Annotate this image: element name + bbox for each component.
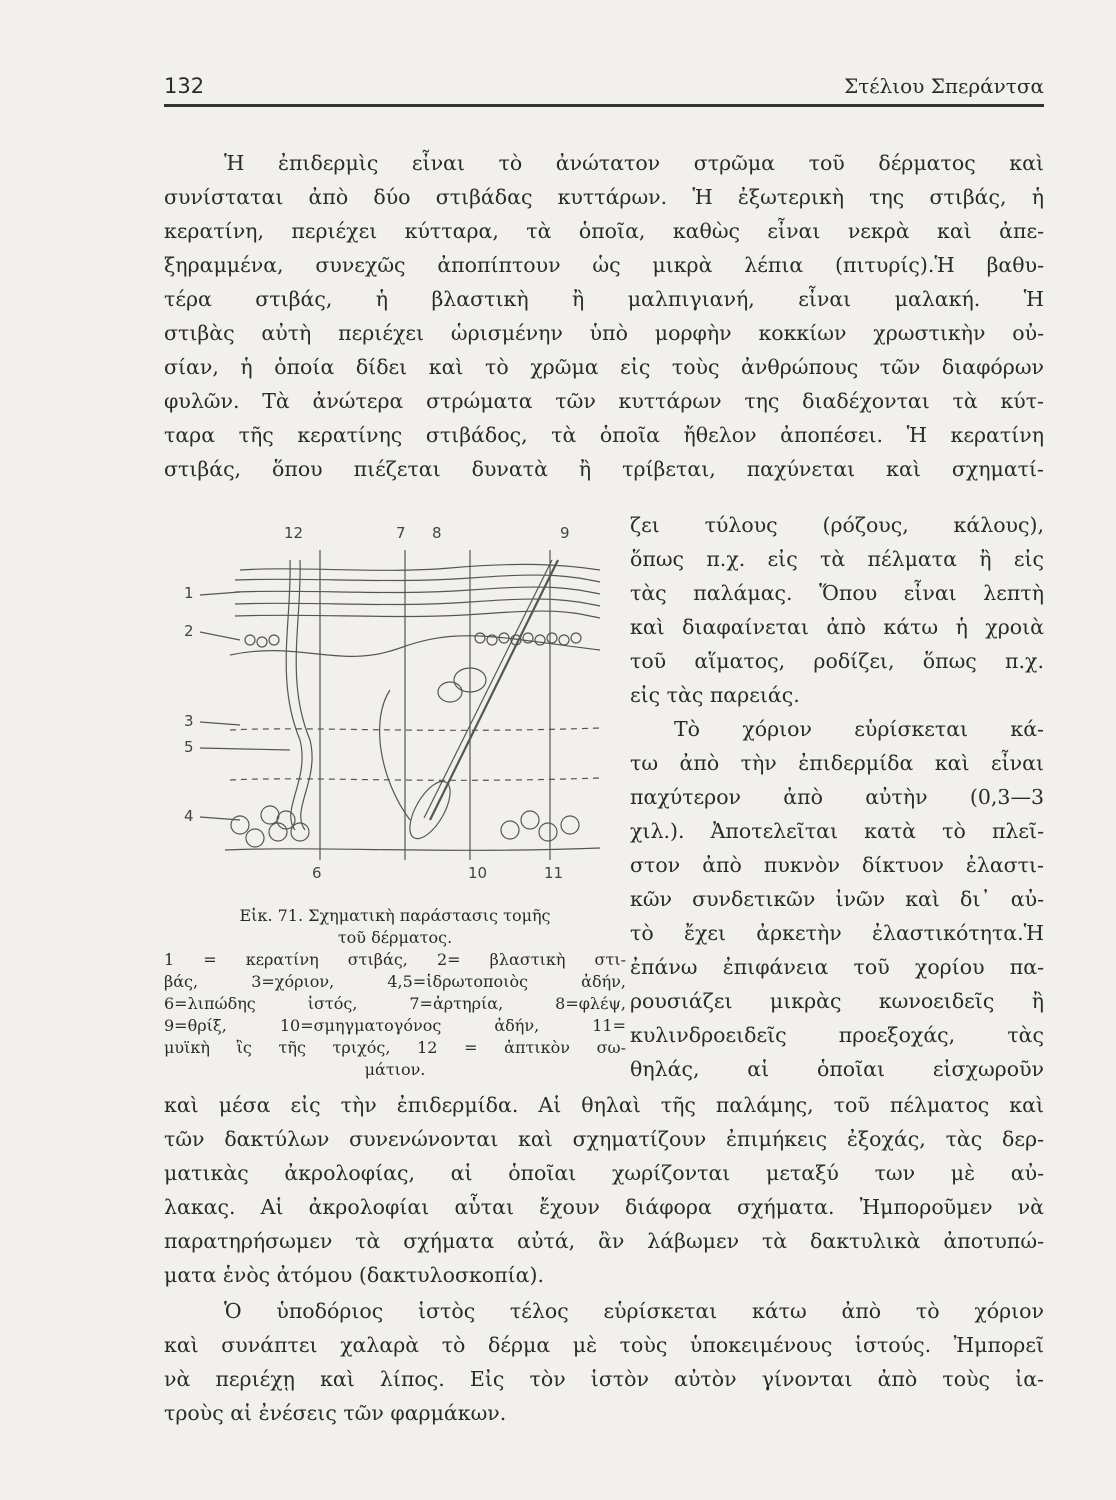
text-line: ὅπως π.χ. εἰς τὰ πέλματα ἢ εἰς bbox=[630, 547, 1044, 571]
text-line: ἐπάνω ἐπιφάνεια τοῦ χορίου πα- bbox=[630, 955, 1044, 979]
caption-legend-line: 6=λιπώδης ἱστός, 7=ἀρτηρία, 8=φλέψ, bbox=[164, 994, 626, 1013]
text-line: κυλινδροειδεῖς προεξοχάς, τὰς bbox=[630, 1023, 1044, 1047]
figure-caption bbox=[164, 905, 626, 1081]
caption-legend-line: βάς, 3=χόριον, 4,5=ἱδρωτοποιὸς ἀδήν, bbox=[164, 972, 626, 991]
figure-label: 3 bbox=[184, 712, 194, 730]
figure-label: 5 bbox=[184, 738, 194, 756]
text-line: θηλάς, αἱ ὁποῖαι εἰσχωροῦν bbox=[630, 1057, 1044, 1081]
figure-label: 2 bbox=[184, 622, 194, 640]
text-line: τροὺς αἱ ἐνέσεις τῶν φαρμάκων. bbox=[164, 1401, 507, 1425]
figure-label: 6 bbox=[312, 864, 322, 882]
header-rule bbox=[164, 104, 1044, 107]
figure-label: 8 bbox=[432, 524, 442, 542]
text-line: τω ἀπὸ τὴν ἐπιδερμίδα καὶ εἶναι bbox=[630, 751, 1044, 775]
figure-label: 10 bbox=[468, 864, 488, 882]
page-number: 132 bbox=[164, 74, 205, 98]
text-line: φυλῶν. Τὰ ἀνώτερα στρώματα τῶν κυττάρων της διαδέχονται τὰ κύτ- bbox=[164, 389, 1044, 413]
figure-label: 4 bbox=[184, 807, 194, 825]
figure-label: 12 bbox=[284, 524, 304, 542]
figure-label: 1 bbox=[184, 584, 194, 602]
text-line: στον ἀπὸ πυκνὸν δίκτυον ἐλαστι- bbox=[630, 853, 1044, 877]
text-line: παρατηρήσωμεν τὰ σχήματα αὐτά, ἂν λάβωμεν τὰ δακτυλικὰ ἀποτυπώ- bbox=[164, 1229, 1044, 1253]
text-line: τὸ ἔχει ἀρκετὴν ἐλαστικότητα.Ἡ bbox=[630, 921, 1044, 945]
caption-legend-line: 1 = κερατίνη στιβάς, 2= βλαστικὴ στι- bbox=[164, 950, 626, 969]
caption-legend-line: μυϊκὴ ἲς τῆς τριχός, 12 = ἁπτικὸν σω- bbox=[164, 1038, 626, 1057]
text-line: νὰ περιέχῃ καὶ λίπος. Εἰς τὸν ἱστὸν αὐτὸν γίνονται ἀπὸ τοὺς ἰα- bbox=[164, 1367, 1044, 1391]
figure-label: 9 bbox=[560, 524, 570, 542]
running-head: Στέλιου Σπεράντσα bbox=[844, 74, 1044, 98]
text-line: χιλ.). Ἀποτελεῖται κατὰ τὸ πλεῖ- bbox=[630, 819, 1044, 843]
figure-label: 11 bbox=[544, 864, 564, 882]
text-line: καὶ συνάπτει χαλαρὰ τὸ δέρμα μὲ τοὺς ὑποκειμένους ἱστούς. Ἠμπορεῖ bbox=[164, 1333, 1044, 1357]
text-line: ματικὰς ἀκρολοφίας, αἱ ὁποῖαι χωρίζονται μεταξύ των μὲ αὐ- bbox=[164, 1161, 1044, 1185]
text-line: τέρα στιβάς, ἡ βλαστικὴ ἢ μαλπιγιανή, εἶναι μαλακή. Ἡ bbox=[164, 287, 1044, 311]
page-header bbox=[164, 74, 1044, 108]
text-line: Ἡ ἐπιδερμὶς εἶναι τὸ ἀνώτατον στρῶμα τοῦ δέρματος καὶ bbox=[224, 151, 1044, 175]
text-line: εἰς τὰς παρειάς. bbox=[630, 683, 800, 707]
text-line: τῶν δακτύλων συνενώνονται καὶ σχηματίζουν ἐπιμήκεις ἐξοχάς, τὰς δερ- bbox=[164, 1127, 1044, 1151]
text-line: Ὁ ὑποδόριος ἱστὸς τέλος εὑρίσκεται κάτω ἀπὸ τὸ χόριον bbox=[224, 1299, 1044, 1323]
text-line: καὶ μέσα εἰς τὴν ἐπιδερμίδα. Αἱ θηλαὶ τῆς παλάμης, τοῦ πέλματος καὶ bbox=[164, 1093, 1044, 1117]
caption-title: τοῦ δέρματος. bbox=[337, 928, 453, 947]
text-line: Τὸ χόριον εὑρίσκεται κά- bbox=[674, 717, 1044, 741]
text-line: ζει τύλους (ρόζους, κάλους), bbox=[630, 513, 1044, 537]
text-line: ματα ἑνὸς ἀτόμου (δακτυλοσκοπία). bbox=[164, 1263, 544, 1287]
figure-label: 7 bbox=[396, 524, 406, 542]
text-line: στιβὰς αὐτὴ περιέχει ὡρισμένην ὑπὸ μορφὴν κοκκίων χρωστικὴν οὐ- bbox=[164, 321, 1044, 345]
text-line: καὶ διαφαίνεται ἀπὸ κάτω ἡ χροιὰ bbox=[630, 615, 1044, 639]
text-line: τὰς παλάμας. Ὅπου εἶναι λεπτὴ bbox=[630, 581, 1044, 605]
text-line: παχύτερον ἀπὸ αὐτὴν (0,3—3 bbox=[630, 785, 1044, 809]
text-line: σίαν, ἡ ὁποία δίδει καὶ τὸ χρῶμα εἰς τοὺς ἀνθρώπους τῶν διαφόρων bbox=[164, 355, 1044, 379]
text-line: τοῦ αἵματος, ροδίζει, ὅπως π.χ. bbox=[630, 649, 1044, 673]
caption-title: Εἰκ. 71. Σχηματικὴ παράστασις τομῆς bbox=[239, 906, 551, 925]
text-line: κῶν συνδετικῶν ἰνῶν καὶ δι᾿ αὐ- bbox=[630, 887, 1044, 911]
skin-section-figure bbox=[180, 520, 620, 900]
text-line: ξηραμμένα, συνεχῶς ἀποπίπτουν ὡς μικρὰ λέπια (πιτυρίς).Ἡ βαθυ- bbox=[164, 253, 1044, 277]
caption-legend-line: 9=θρίξ, 10=σμηγματογόνος ἀδήν, 11= bbox=[164, 1016, 626, 1035]
text-line: στιβάς, ὅπου πιέζεται δυνατὰ ἢ τρίβεται, παχύνεται καὶ σχηματί- bbox=[164, 457, 1044, 481]
text-line: συνίσταται ἀπὸ δύο στιβάδας κυττάρων. Ἡ ἐξωτερικὴ της στιβάς, ἡ bbox=[164, 185, 1044, 209]
text-line: λακας. Αἱ ἀκρολοφίαι αὗται ἔχουν διάφορα σχήματα. Ἠμποροῦμεν νὰ bbox=[164, 1195, 1044, 1219]
skin-diagram bbox=[180, 520, 620, 890]
caption-legend-line: μάτιον. bbox=[364, 1060, 426, 1079]
text-line: ταρα τῆς κερατίνης στιβάδος, τὰ ὁποῖα ἤθελον ἀποπέσει. Ἡ κερατίνη bbox=[164, 423, 1044, 447]
text-line: ρουσιάζει μικρὰς κωνοειδεῖς ἢ bbox=[630, 989, 1044, 1013]
text-line: κερατίνη, περιέχει κύτταρα, τὰ ὁποῖα, καθὼς εἶναι νεκρὰ καὶ ἀπε- bbox=[164, 219, 1044, 243]
